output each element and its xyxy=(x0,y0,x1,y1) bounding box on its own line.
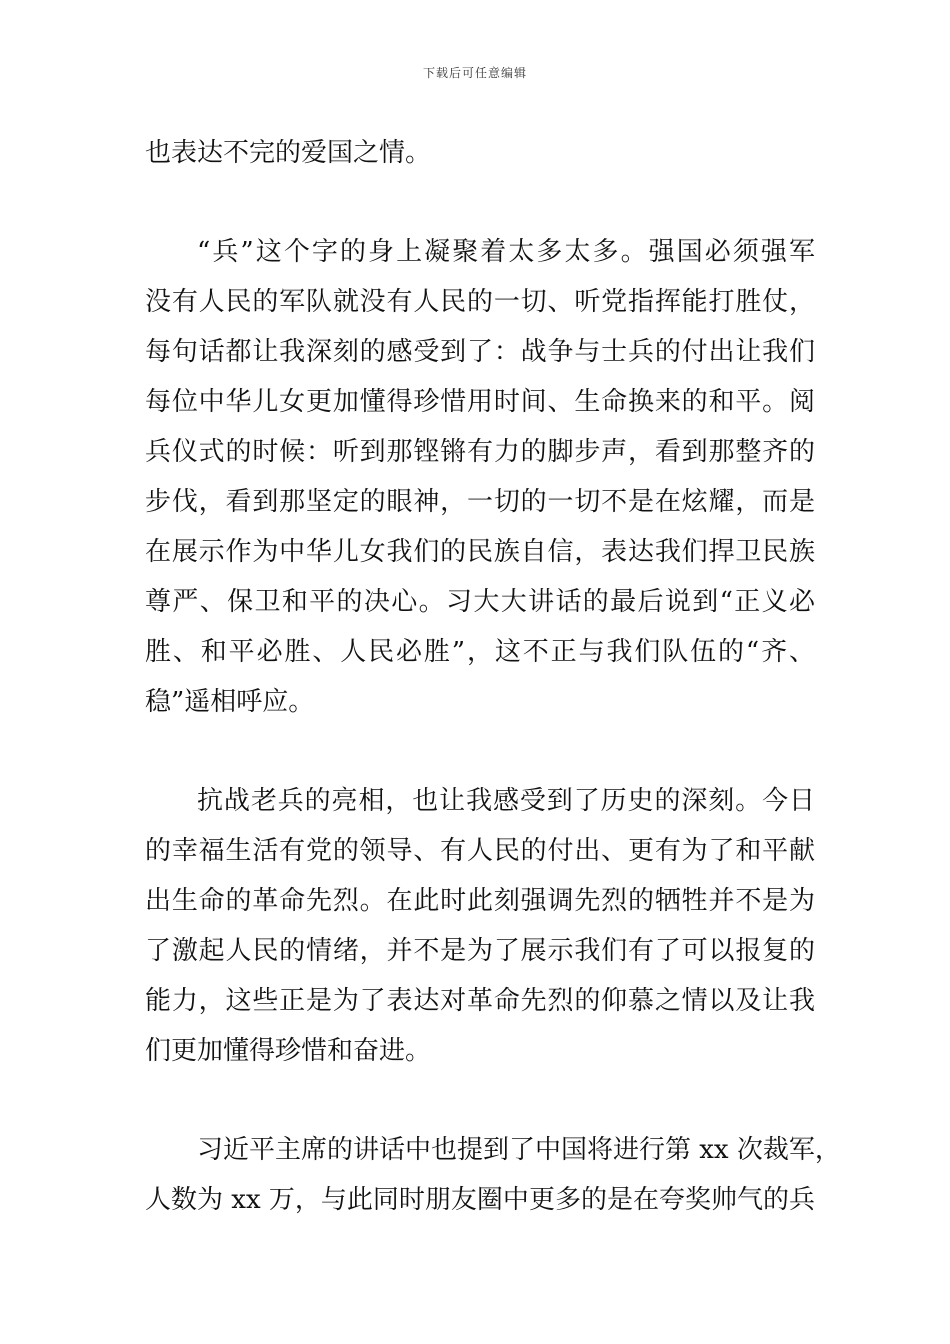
document-body xyxy=(145,128,841,1225)
paragraph-3 xyxy=(145,776,815,1076)
text-line: 习近平主席的讲话中也提到了中国将进行第 xx 次裁军， xyxy=(197,1135,841,1165)
text-line: 尊严、保卫和平的决心。习大大讲话的最后说到“正义必 xyxy=(145,587,815,617)
text-line: 每句话都让我深刻的感受到了：战争与士兵的付出让我们 xyxy=(145,337,815,367)
text-line: 步伐，看到那坚定的眼神，一切的一切不是在炫耀，而是 xyxy=(145,487,815,517)
paragraph-1 xyxy=(145,128,815,178)
text-line: 在展示作为中华儿女我们的民族自信，表达我们捍卫民族 xyxy=(145,537,815,567)
text-line: 的幸福生活有党的领导、有人民的付出、更有为了和平献 xyxy=(145,836,815,866)
paragraph-gap xyxy=(145,727,815,776)
text-line: 没有人民的军队就没有人民的一切、听党指挥能打胜仗， xyxy=(145,287,815,317)
text-line: 了激起人民的情绪，并不是为了展示我们有了可以报复的 xyxy=(145,936,815,966)
text-line: 抗战老兵的亮相，也让我感受到了历史的深刻。今日 xyxy=(197,786,815,816)
page-header: 下载后可任意编辑 xyxy=(422,66,527,80)
text-line: 稳”遥相呼应。 xyxy=(145,687,315,717)
text-line: 每位中华儿女更加懂得珍惜用时间、生命换来的和平。阅 xyxy=(145,387,815,417)
text-line: 们更加懂得珍惜和奋进。 xyxy=(145,1036,432,1066)
text-line: 人数为 xx 万，与此同时朋友圈中更多的是在夸奖帅气的兵 xyxy=(145,1185,815,1215)
text-line: 能力，这些正是为了表达对革命先烈的仰慕之情以及让我 xyxy=(145,986,815,1016)
paragraph-gap xyxy=(145,178,815,227)
paragraph-2 xyxy=(145,227,815,727)
text-line: 出生命的革命先烈。在此时此刻强调先烈的牺牲并不是为 xyxy=(145,886,815,916)
text-line: “兵”这个字的身上凝聚着太多太多。强国必须强军 xyxy=(197,237,815,267)
paragraph-gap xyxy=(145,1076,815,1125)
text-line: 胜、和平必胜、人民必胜”，这不正与我们队伍的“齐、 xyxy=(145,637,815,667)
text-line: 也表达不完的爱国之情。 xyxy=(145,138,432,168)
paragraph-4 xyxy=(145,1125,841,1225)
text-line: 兵仪式的时候：听到那铿锵有力的脚步声，看到那整齐的 xyxy=(145,437,815,467)
